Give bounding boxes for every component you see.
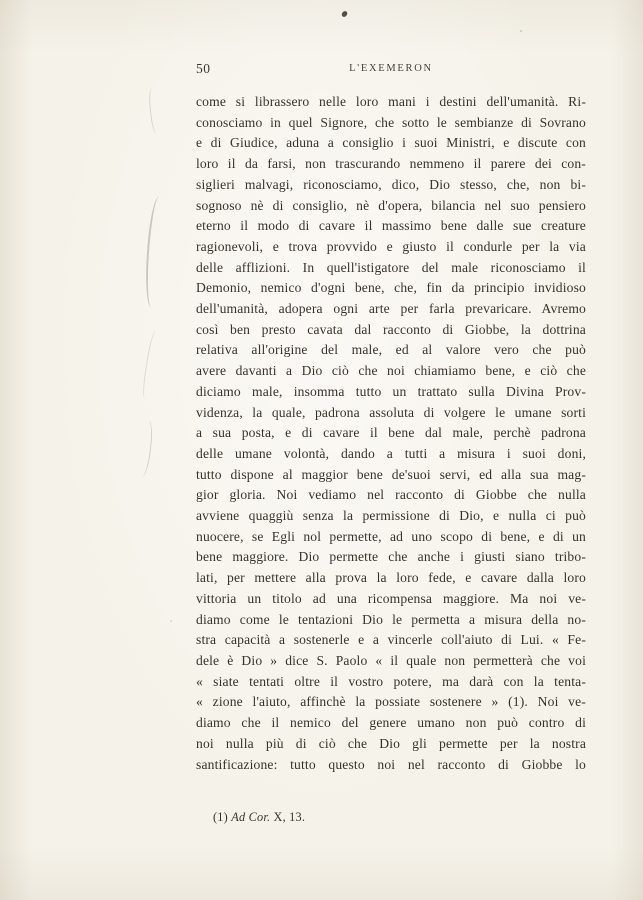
page-header	[196, 61, 586, 79]
body-text-block	[196, 92, 586, 775]
text-line: noi nulla più di ciò che Dio gli permette per la nostra	[196, 735, 586, 751]
page-number: 50	[196, 61, 211, 76]
text-line: sognoso nè di consiglio, nè d'opera, bilancia nel suo pensiero	[196, 197, 586, 213]
text-line: lati, per mettere alla prova la loro fede, e cavare dalla loro	[196, 570, 586, 586]
ink-dot	[341, 10, 348, 17]
text-line: delle umane volontà, dando a tutti a misura i suoi doni,	[196, 445, 586, 461]
text-line: « siate tentati oltre il vostro potere, ma darà con la tenta-	[196, 673, 586, 689]
text-line: a sua posta, e di cavare il bene dal male, perchè padrona	[196, 425, 586, 441]
text-line: eterno il modo di cavare il massimo bene dalle sue creature	[196, 218, 586, 234]
text-line: e di Giudice, aduna a consiglio i suoi Ministri, e discute con	[196, 135, 586, 151]
text-line: santificazione: tutto questo noi nel racconto di Giobbe lo	[196, 756, 586, 772]
text-line: così ben presto cavata dal racconto di Giobbe, la dottrina	[196, 321, 586, 337]
scan-artifact-margin-stroke	[137, 420, 155, 479]
footnote	[213, 810, 305, 825]
text-line: conosciamo in quel Signore, che sotto le sembianze di Sovrano	[196, 114, 586, 130]
text-line: avere davanti a Dio ciò che noi chiamiamo bene, e ciò che	[196, 363, 586, 379]
text-line: diciamo male, insomma tutto un trattato sulla Divina Prov-	[196, 383, 586, 399]
scan-artifact-margin-stroke	[148, 88, 162, 135]
text-line: tutto dispone al maggior bene de'suoi servi, ed alla sua mag-	[196, 466, 586, 482]
text-line: dele è Dio » dice S. Paolo « il quale non permetterà che voi	[196, 652, 586, 668]
text-line: relativa all'origine del male, ed al valore vero che può	[196, 342, 586, 358]
scan-artifact-margin-stroke	[143, 196, 165, 309]
text-line: videnza, la quale, padrona assoluta di volgere le umane sorti	[196, 404, 586, 420]
footnote-citation: Ad Cor.	[231, 810, 271, 824]
text-line: delle afflizioni. In quell'istigatore del male riconosciamo il	[196, 259, 586, 275]
text-line: come si librassero nelle loro mani i destini dell'umanità. Ri-	[196, 94, 586, 109]
text-line: diamo che il nemico del genere umano non può contro di	[196, 715, 586, 731]
text-line: siglieri malvagi, riconosciamo, dico, Dio stesso, che, non bi-	[196, 176, 586, 192]
text-line: diamo come le tentazioni Dio le permetta a misura della no-	[196, 611, 586, 627]
text-line: vittoria un titolo ad una ricompensa maggiore. Ma noi ve-	[196, 590, 586, 606]
text-line: loro il da farsi, non trascurando nemmeno il parere dei con-	[196, 156, 586, 172]
paper-speck	[170, 620, 172, 622]
paper-speck	[520, 30, 522, 32]
text-line: gior gloria. Noi vediamo nel racconto di Giobbe che nulla	[196, 487, 586, 503]
text-line: Demonio, nemico d'ogni bene, che, fin da principio invidioso	[196, 280, 586, 296]
running-title: L'EXEMERON	[349, 63, 433, 74]
scan-artifact-margin-stroke	[141, 330, 161, 401]
text-line: avviene quaggiù senza la permissione di Dio, e nulla ci può	[196, 508, 586, 524]
text-line: « zione l'aiuto, affinchè la possiate sostenere » (1). Noi ve-	[196, 694, 586, 710]
footnote-reference: X, 13.	[273, 810, 306, 824]
text-line: bene maggiore. Dio permette che anche i giusti siano tribo-	[196, 549, 586, 565]
footnote-marker: (1)	[213, 810, 228, 824]
text-line: ragionevoli, e trova provvido e giusto il condurle per la via	[196, 238, 586, 254]
text-line: nuocere, se Egli nol permette, ad uno scopo di bene, e di un	[196, 528, 586, 544]
text-line: dell'umanità, adopera ogni arte per farla prevaricare. Avremo	[196, 301, 586, 317]
text-line: stra capacità a sostenerle e a vincerle coll'aiuto di Lui. « Fe-	[196, 632, 586, 648]
